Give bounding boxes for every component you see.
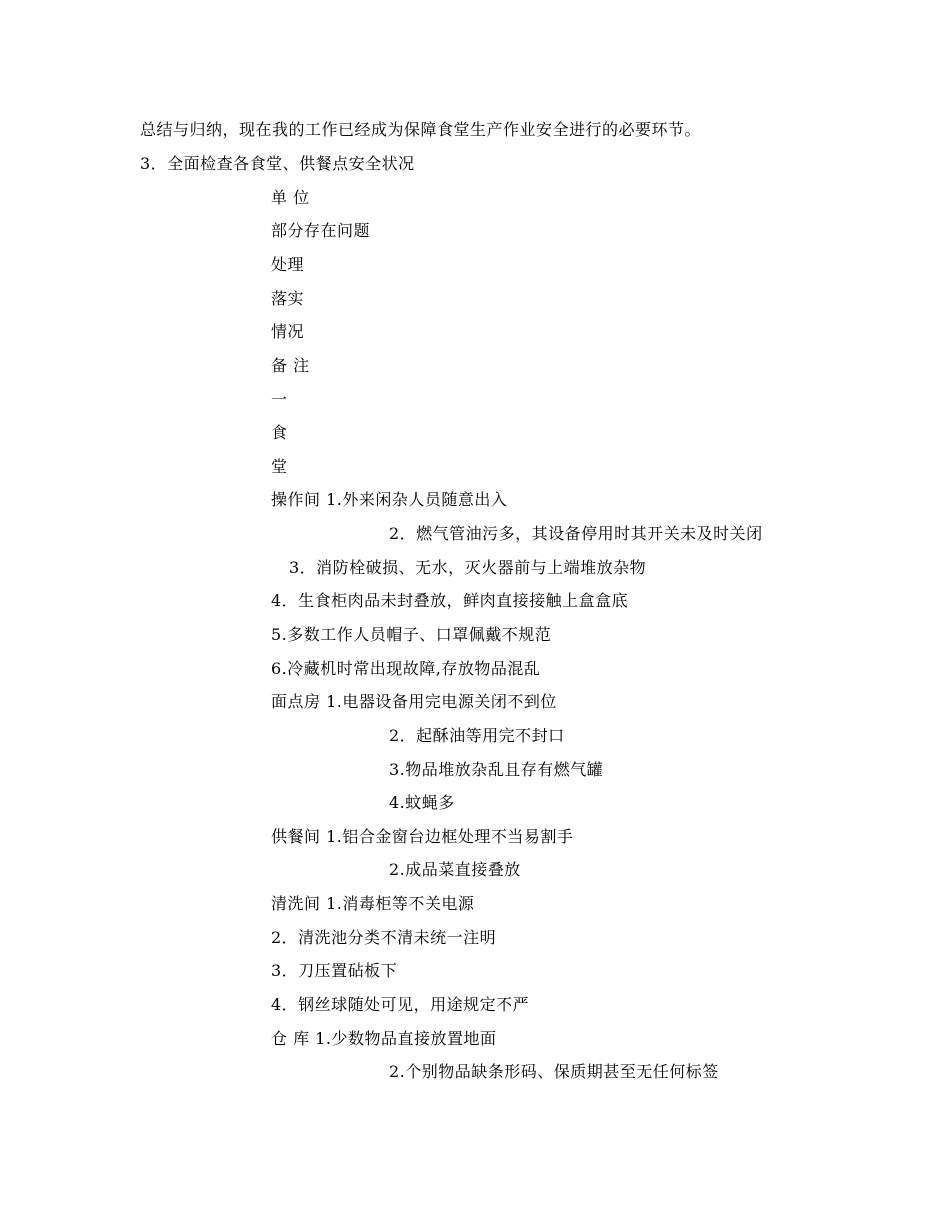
list-item: 清洗间 1.消毒柜等不关电源 — [271, 894, 475, 913]
table-header-handling: 处理 — [271, 255, 305, 274]
paragraph-summary-line: 总结与归纳，现在我的工作已经成为保障食堂生产作业安全进行的必要环节。 — [140, 120, 702, 139]
section-heading: 3．全面检查各食堂、供餐点安全状况 — [140, 154, 415, 173]
table-header-implementation: 落实 — [271, 289, 305, 308]
list-item: 2.个别物品缺条形码、保质期甚至无任何标签 — [389, 1062, 719, 1081]
list-item: 供餐间 1.铝合金窗台边框处理不当易割手 — [271, 827, 574, 846]
table-header-unit: 单 位 — [271, 188, 310, 207]
unit-name-char: 堂 — [271, 457, 288, 476]
list-item: 操作间 1.外来闲杂人员随意出入 — [271, 490, 508, 509]
list-item: 2．清洗池分类不清未统一注明 — [271, 928, 497, 947]
unit-name-char: 食 — [271, 423, 288, 442]
list-item: 4．钢丝球随处可见，用途规定不严 — [271, 995, 530, 1014]
list-item: 3．消防栓破损、无水，灭火器前与上端堆放杂物 — [289, 558, 647, 577]
list-item: 2．起酥油等用完不封口 — [389, 726, 565, 745]
list-item: 6.冷藏机时常出现故障,存放物品混乱 — [271, 659, 541, 678]
table-header-remarks: 备 注 — [271, 356, 310, 375]
list-item: 2．燃气管油污多，其设备停用时其开关未及时关闭 — [389, 524, 763, 543]
unit-name-char: 一 — [271, 390, 288, 409]
list-item: 4.蚊蝇多 — [389, 793, 455, 812]
list-item: 3.物品堆放杂乱且存有燃气罐 — [389, 760, 604, 779]
list-item: 仓 库 1.少数物品直接放置地面 — [271, 1029, 497, 1048]
list-item: 面点房 1.电器设备用完电源关闭不到位 — [271, 692, 557, 711]
table-header-status: 情况 — [271, 322, 305, 341]
table-header-issues: 部分存在问题 — [271, 221, 371, 240]
list-item: 5.多数工作人员帽子、口罩佩戴不规范 — [271, 625, 552, 644]
list-item: 3．刀压置砧板下 — [271, 961, 398, 980]
list-item: 4．生食柜肉品未封叠放，鲜肉直接接触上盒盒底 — [271, 591, 629, 610]
list-item: 2.成品菜直接叠放 — [389, 860, 521, 879]
